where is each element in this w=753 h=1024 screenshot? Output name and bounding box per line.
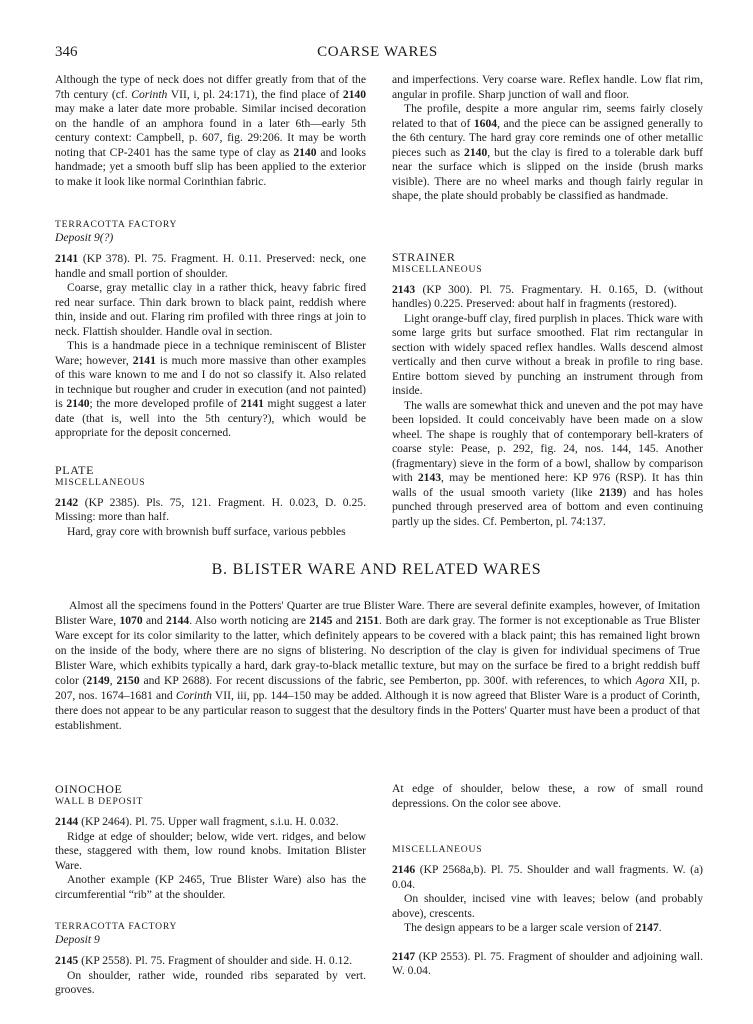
- subheading-miscellaneous: MISCELLANEOUS: [392, 263, 483, 275]
- description-2143: Light orange-buff clay, fired purplish in places. Thick ware with some large grits but surface smoothed. Flat rim rectangular in section with widely spaced reflex handles. Walls descend almost vertically and then curve without a break in profile to ring base. Entire bottom sieved by punching an instrument through from inside.: [392, 311, 703, 397]
- description-2144: Ridge at edge of shoulder; below, wide vert. ridges, and below these, staggered with them, low round knobs. Imitation Blister Ware.: [55, 829, 366, 872]
- paragraph-neck-discussion: Although the type of neck does not differ greatly from that of the 7th century (cf. Corinth VII, i, pl. 24:171), the find place of 2140 may make a later date more probable. Similar incised decoration on the handle of an amphora found in a later 6th—early 5th century context: Campbell, p. 607, fig. 29:206. It may be worth noting that CP-2401 has the same type of clay as 2140 and looks handmade; yet a smooth buff slip has been applied to the exterior to make it look like normal Corinthian fabric.: [55, 73, 366, 188]
- catalog-entry-2142: 2142 (KP 2385). Pls. 75, 121. Fragment. H. 0.023, D. 0.25. Missing: more than half.: [55, 495, 366, 523]
- heading-terracotta-factory: TERRACOTTA FACTORY: [55, 921, 178, 932]
- section-intro-paragraph: Almost all the specimens found in the Potters' Quarter are true Blister Ware. There are several definite examples, however, of Imitation Blister Ware, 1070 and 2144. Also worth noticing are 2145 and 2151. Both are dark gray. The former is not exceptionable as True Blister Ware except for its color similarity to the latter, which definitely appears to be covered with a black paint; this has remained light brown on the inside of the body, where there are no signs of blistering. No description of the clay is given for individual specimens of True Blister Ware, which exhibits typically a hard, dark gray-to-black metallic texture, but may on the surface be fired to a bright reddish buff color (2149, 2150 and KP 2688). For recent discussions of the fabric, see Pemberton, pp. 300f. with references, to which Agora XII, p. 207, nos. 1674–1681 and Corinth VII, iii, pp. 144–150 may be added. Although it is now agreed that Blister Ware is a product of Corinth, there does not appear to be any particular reason to suggest that the desultory finds in the Potters' Quarter must have been a product of that establishment.: [55, 599, 700, 732]
- page-header: [55, 44, 700, 64]
- note-2146: The design appears to be a larger scale version of 2147.: [404, 921, 662, 934]
- bottom-left-column: [55, 782, 366, 998]
- subheading-wall-b-deposit: WALL B DEPOSIT: [55, 796, 144, 807]
- heading-miscellaneous: MISCELLANEOUS: [392, 844, 483, 855]
- note-2144: Another example (KP 2465, True Blister Ware) also has the circumferential “rib” at the shoulder.: [55, 873, 366, 901]
- catalog-entry-2147: 2147 (KP 2553). Pl. 75. Fragment of shoulder and adjoining wall. W. 0.04.: [392, 949, 703, 977]
- subheading-deposit-9: Deposit 9: [55, 933, 100, 946]
- catalog-entry-2141: 2141 (KP 378). Pl. 75. Fragment. H. 0.11. Preserved: neck, one handle and small portion of shoulder.: [55, 252, 366, 280]
- heading-strainer: STRAINER: [392, 249, 456, 264]
- top-right-column: [392, 73, 703, 529]
- discussion-2143: The walls are somewhat thick and uneven and the pot may have been lopsided. It could conceivably have been made on a slow wheel. The shape is roughly that of contemporary bell-kraters of coarse style: Pease, p. 292, fig. 24, nos. 144, 145. Another (fragmentary) sieve in the form of a bowl, shallow by comparison with 2143, may be mentioned here: KP 976 (RSP). It has thin walls of the usual smooth variety (like 2139) and has holes punched through preserved area of bottom and even continuing partly up the sides. Cf. Pemberton, pl. 74:137.: [392, 398, 703, 528]
- subheading-deposit-9q: Deposit 9(?): [55, 231, 114, 244]
- catalog-entry-2143: 2143 (KP 300). Pl. 75. Fragmentary. H. 0.165, D. (without handles) 0.225. Preserved: about half in fragments (restored).: [392, 282, 703, 310]
- page-number: 346: [55, 44, 78, 60]
- catalog-entry-2144: 2144 (KP 2464). Pl. 75. Upper wall fragment, s.i.u. H. 0.032.: [55, 815, 339, 828]
- description-2142-continued: and imperfections. Very coarse ware. Reflex handle. Low flat rim, angular in profile. Sharp junction of wall and floor.: [392, 73, 703, 101]
- running-title: COARSE WARES: [317, 44, 438, 60]
- heading-plate: PLATE: [55, 462, 94, 477]
- description-2145: On shoulder, rather wide, rounded ribs separated by vert. grooves.: [55, 968, 366, 996]
- description-2141: Coarse, gray metallic clay in a rather thick, heavy fabric fired red near surface. Thin dark brown to black paint, reddish where thin, inside and out. Flaring rim profiled with three rings at join to neck. Flattish shoulder. Handle oval in section.: [55, 281, 366, 338]
- section-heading-blister-ware: B. BLISTER WARE AND RELATED WARES: [211, 561, 542, 578]
- discussion-2142: The profile, despite a more angular rim, seems fairly closely related to that of 1604, and the piece can be assigned generally to the 6th century. The hard gray core reminds one of other metallic pieces such as 2140, but the clay is fired to a tolerable dark buff near the surface which is slipped on the inside (brush marks visible). There are no wheel marks and though fairly regular in shape, the plate should probably be classified as handmade.: [392, 102, 704, 202]
- description-2145-continued: At edge of shoulder, below these, a row of small round depressions. On the color see above.: [392, 782, 703, 810]
- discussion-2141: This is a handmade piece in a technique reminiscent of Blister Ware; however, 2141 is much more massive than other examples of this ware known to me and I do not so classify it. Also related in technique but rougher and cruder in execution (and not painted) is 2140; the more developed profile of 2141 might suggest a later date (that is, well into the 5th century?), which would be appropriate for the deposit concerned.: [55, 339, 366, 439]
- heading-terracotta-factory: TERRACOTTA FACTORY: [55, 219, 178, 230]
- heading-oinochoe: OINOCHOE: [55, 782, 123, 796]
- bottom-right-column: [392, 782, 703, 979]
- top-left-column: [55, 73, 366, 539]
- description-2142: Hard, gray core with brownish buff surface, various pebbles: [67, 524, 346, 538]
- description-2146: On shoulder, incised vine with leaves; below (and probably above), crescents.: [392, 892, 703, 920]
- catalog-entry-2146: 2146 (KP 2568a,b). Pl. 75. Shoulder and wall fragments. W. (a) 0.04.: [392, 863, 703, 891]
- subheading-miscellaneous: MISCELLANEOUS: [55, 476, 146, 488]
- catalog-entry-2145: 2145 (KP 2558). Pl. 75. Fragment of shoulder and side. H. 0.12.: [55, 954, 353, 967]
